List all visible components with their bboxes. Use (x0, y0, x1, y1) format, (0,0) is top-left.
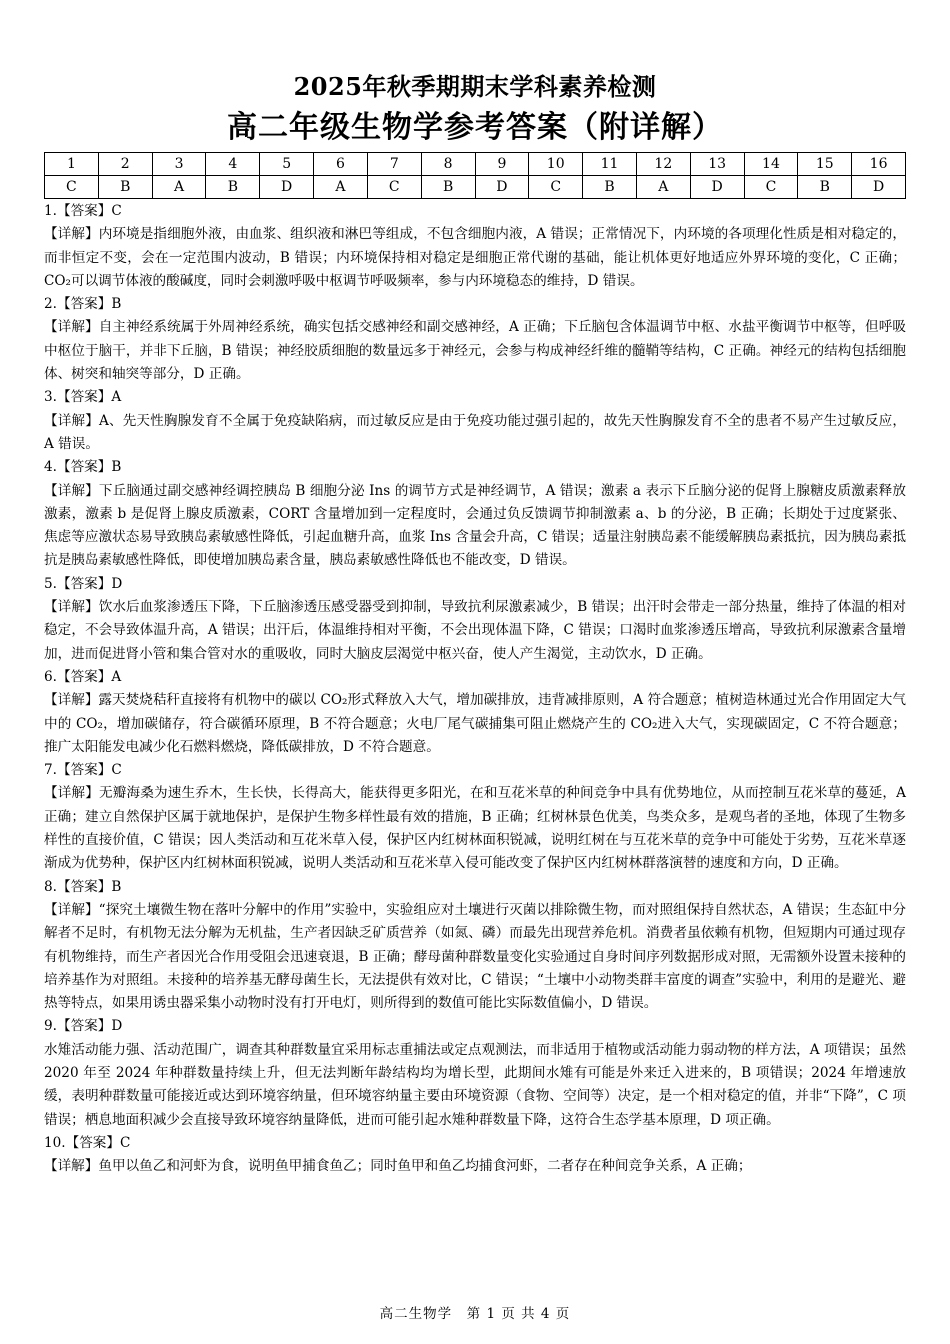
answer-cell: B (583, 176, 637, 199)
answer-label: 8.【答案】B (44, 878, 122, 895)
answer-cell: C (45, 176, 99, 199)
explanations (44, 200, 906, 1178)
answer-label: 5.【答案】D (44, 575, 123, 592)
answer-table-answers-row (45, 176, 906, 199)
question-number-cell: 14 (744, 153, 798, 176)
answer-table-numbers-row (45, 153, 906, 176)
question-number-cell: 11 (583, 153, 637, 176)
question-number-cell: 5 (260, 153, 314, 176)
answer-label: 3.【答案】A (44, 389, 122, 406)
exam-title: 2025年秋季期期末学科素养检测 (293, 72, 657, 101)
answer-cell: C (744, 176, 798, 199)
question-number-cell: 12 (636, 153, 690, 176)
question-number-cell: 6 (314, 153, 368, 176)
answer-detail: 【详解】露天焚烧秸秆直接将有机物中的碳以 CO₂形式释放入大气，增加碳排放，违背减排原则，A 符合题意；植树造林通过光合作用固定大气中的 CO₂，增加碳储存，符合碳循环原理，B 不符合题意；火电厂尾气碳捕集可阻止燃烧产生的 CO₂进入大气，实现碳固定，C 不符合题意；推广太阳能发电减少化石燃料燃烧，降低碳排放，D 不符合题意。 (44, 692, 906, 755)
answer-cell: C (367, 176, 421, 199)
answer-cell: A (152, 176, 206, 199)
answer-cell: C (529, 176, 583, 199)
answer-detail: 【详解】下丘脑通过副交感神经调控胰岛 B 细胞分泌 Ins 的调节方式是神经调节，A 错误；激素 a 表示下丘脑分泌的促肾上腺糖皮质激素释放激素，激素 b 是促肾上腺皮质激素，CORT 含量增加到一定程度时，会通过负反馈调节抑制激素 a、b 的分泌，B 正确；长期处于过度紧张、焦虑等应激状态易导致胰岛素敏感性降低，引起血糖升高，血浆 Ins 含量会升高，C 错误；适量注射胰岛素不能缓解胰岛素抵抗，因为胰岛素抵抗是胰岛素敏感性降低，即使增加胰岛素含量，胰岛素敏感性降低也不能改变，D 错误。 (44, 482, 906, 569)
answer-cell: B (798, 176, 852, 199)
question-number-cell: 16 (852, 153, 906, 176)
answer-label: 2.【答案】B (44, 296, 122, 313)
question-number-cell: 13 (690, 153, 744, 176)
question-number-cell: 8 (421, 153, 475, 176)
answer-label: 7.【答案】C (44, 762, 122, 779)
answer-detail: 【详解】“探究土壤微生物在落叶分解中的作用”实验中，实验组应对土壤进行灭菌以排除微生物，而对照组保持自然状态，A 错误；生态缸中分解者不足时，有机物无法分解为无机盐，生产者因缺乏矿质营养（如氮、磷）而最先出现营养危机。消费者虽依赖有机物，但短期内可通过现存有机物维持，而生产者因光合作用受阻会迅速衰退，B 正确；酵母菌种群数量变化实验通过自身时间序列数据形成对照，无需额外设置未接种的培养基作为对照组。未接种的培养基无酵母菌生长，无法提供有效对比，C 错误；“土壤中小动物类群丰富度的调查”实验中，利用的是避光、避热等特点，如果用诱虫器采集小动物时没有打开电灯，则所得到的数值可能比实际数值偏小，D 错误。 (44, 901, 906, 1012)
question-number-cell: 4 (206, 153, 260, 176)
answer-label: 9.【答案】D (44, 1018, 123, 1035)
document-page (44, 72, 906, 1178)
answer-detail: 【详解】自主神经系统属于外周神经系统，确实包括交感神经和副交感神经，A 正确；下丘脑包含体温调节中枢、水盐平衡调节中枢等，但呼吸中枢位于脑干，并非下丘脑，B 错误；神经胶质细胞的数量远多于神经元，会参与构成神经纤维的髓鞘等结构，C 正确。神经元的结构包括细胞体、树突和轴突等部分，D 正确。 (44, 319, 906, 383)
answer-cell: B (421, 176, 475, 199)
answer-detail: 水雉活动能力强、活动范围广，调查其种群数量宜采用标志重捕法或定点观测法，而非适用于植物或活动能力弱动物的样方法，A 项错误；虽然 2020 年至 2024 年种群数量持续上升，但无法判断年龄结构均为增长型，此期间水雉有可能是外来迁入进来的，B 项错误；2024 年增速放缓，表明种群数量可能接近或达到环境容纳量，但环境容纳量主要由环境资源（食物、空间等）决定，是一个相对稳定的值，并非“下降”，C 项错误；栖息地面积减少会直接导致环境容纳量降低，进而可能引起水雉种群数量下降，这符合生态学基本原理，D 项正确。 (44, 1041, 906, 1128)
answer-cell: B (206, 176, 260, 199)
answer-cell: B (98, 176, 152, 199)
answer-cell: D (852, 176, 906, 199)
question-number-cell: 9 (475, 153, 529, 176)
answer-label: 4.【答案】B (44, 459, 122, 476)
question-number-cell: 7 (367, 153, 421, 176)
answer-label: 10.【答案】C (44, 1134, 131, 1151)
answer-cell: D (690, 176, 744, 199)
answer-label: 6.【答案】A (44, 668, 122, 685)
question-number-cell: 15 (798, 153, 852, 176)
page-footer: 高二生物学 第 1 页 共 4 页 (379, 1306, 571, 1322)
answer-label: 1.【答案】C (44, 203, 122, 219)
question-number-cell: 1 (45, 153, 99, 176)
answer-detail: 【详解】无瓣海桑为速生乔木，生长快，长得高大，能获得更多阳光，在和互花米草的种间竞争中具有优势地位，从而控制互花米草的蔓延，A 正确；建立自然保护区属于就地保护，是保护生物多样性最有效的措施，B 正确；红树林景色优美，鸟类众多，是观鸟者的圣地，体现了生物多样性的直接价值，C 错误；因人类活动和互花米草入侵，保护区内红树林面积锐减，说明红树在与互花米草的竞争中可能处于劣势，互花米草逐渐成为优势种，保护区内红树林面积锐减，说明人类活动和互花米草入侵可能改变了保护区内红树林群落演替的速度和方向，D 正确。 (44, 785, 906, 872)
answer-detail: 【详解】内环境是指细胞外液，由血浆、组织液和淋巴等组成，不包含细胞内液，A 错误；正常情况下，内环境的各项理化性质是相对稳定的，而非恒定不变，会在一定范围内波动，B 错误；内环境保持相对稳定是细胞正常代谢的基础，能让机体更好地适应外界环境的变化，C 正确；CO₂可以调节体液的酸碱度，同时会刺激呼吸中枢调节呼吸频率，参与内环境稳态的维持，D 错误。 (44, 226, 906, 289)
answer-key-title: 高二年级生物学参考答案（附详解） (227, 110, 723, 145)
question-number-cell: 2 (98, 153, 152, 176)
question-number-cell: 10 (529, 153, 583, 176)
question-number-cell: 3 (152, 153, 206, 176)
answer-cell: A (314, 176, 368, 199)
answer-cell: A (636, 176, 690, 199)
answer-detail: 【详解】鱼甲以鱼乙和河虾为食，说明鱼甲捕食鱼乙；同时鱼甲和鱼乙均捕食河虾，二者存在种间竞争关系，A 正确； (44, 1158, 752, 1175)
answer-table (44, 152, 906, 199)
answer-detail: 【详解】饮水后血浆渗透压下降，下丘脑渗透压感受器受到抑制，导致抗利尿激素减少，B 错误；出汗时会带走一部分热量，维持了体温的相对稳定，不会导致体温升高，A 错误；出汗后，体温维持相对平衡，不会出现体温下降，C 错误；口渴时血浆渗透压增高，导致抗利尿激素含量增加，进而促进肾小管和集合管对水的重吸收，同时大脑皮层渴觉中枢兴奋，使人产生渴觉，主动饮水，D 正确。 (44, 599, 906, 662)
answer-detail: 【详解】A、先天性胸腺发育不全属于免疫缺陷病，而过敏反应是由于免疫功能过强引起的，故先天性胸腺发育不全的患者不易产生过敏反应，A 错误。 (44, 412, 906, 452)
answer-cell: D (475, 176, 529, 199)
answer-cell: D (260, 176, 314, 199)
